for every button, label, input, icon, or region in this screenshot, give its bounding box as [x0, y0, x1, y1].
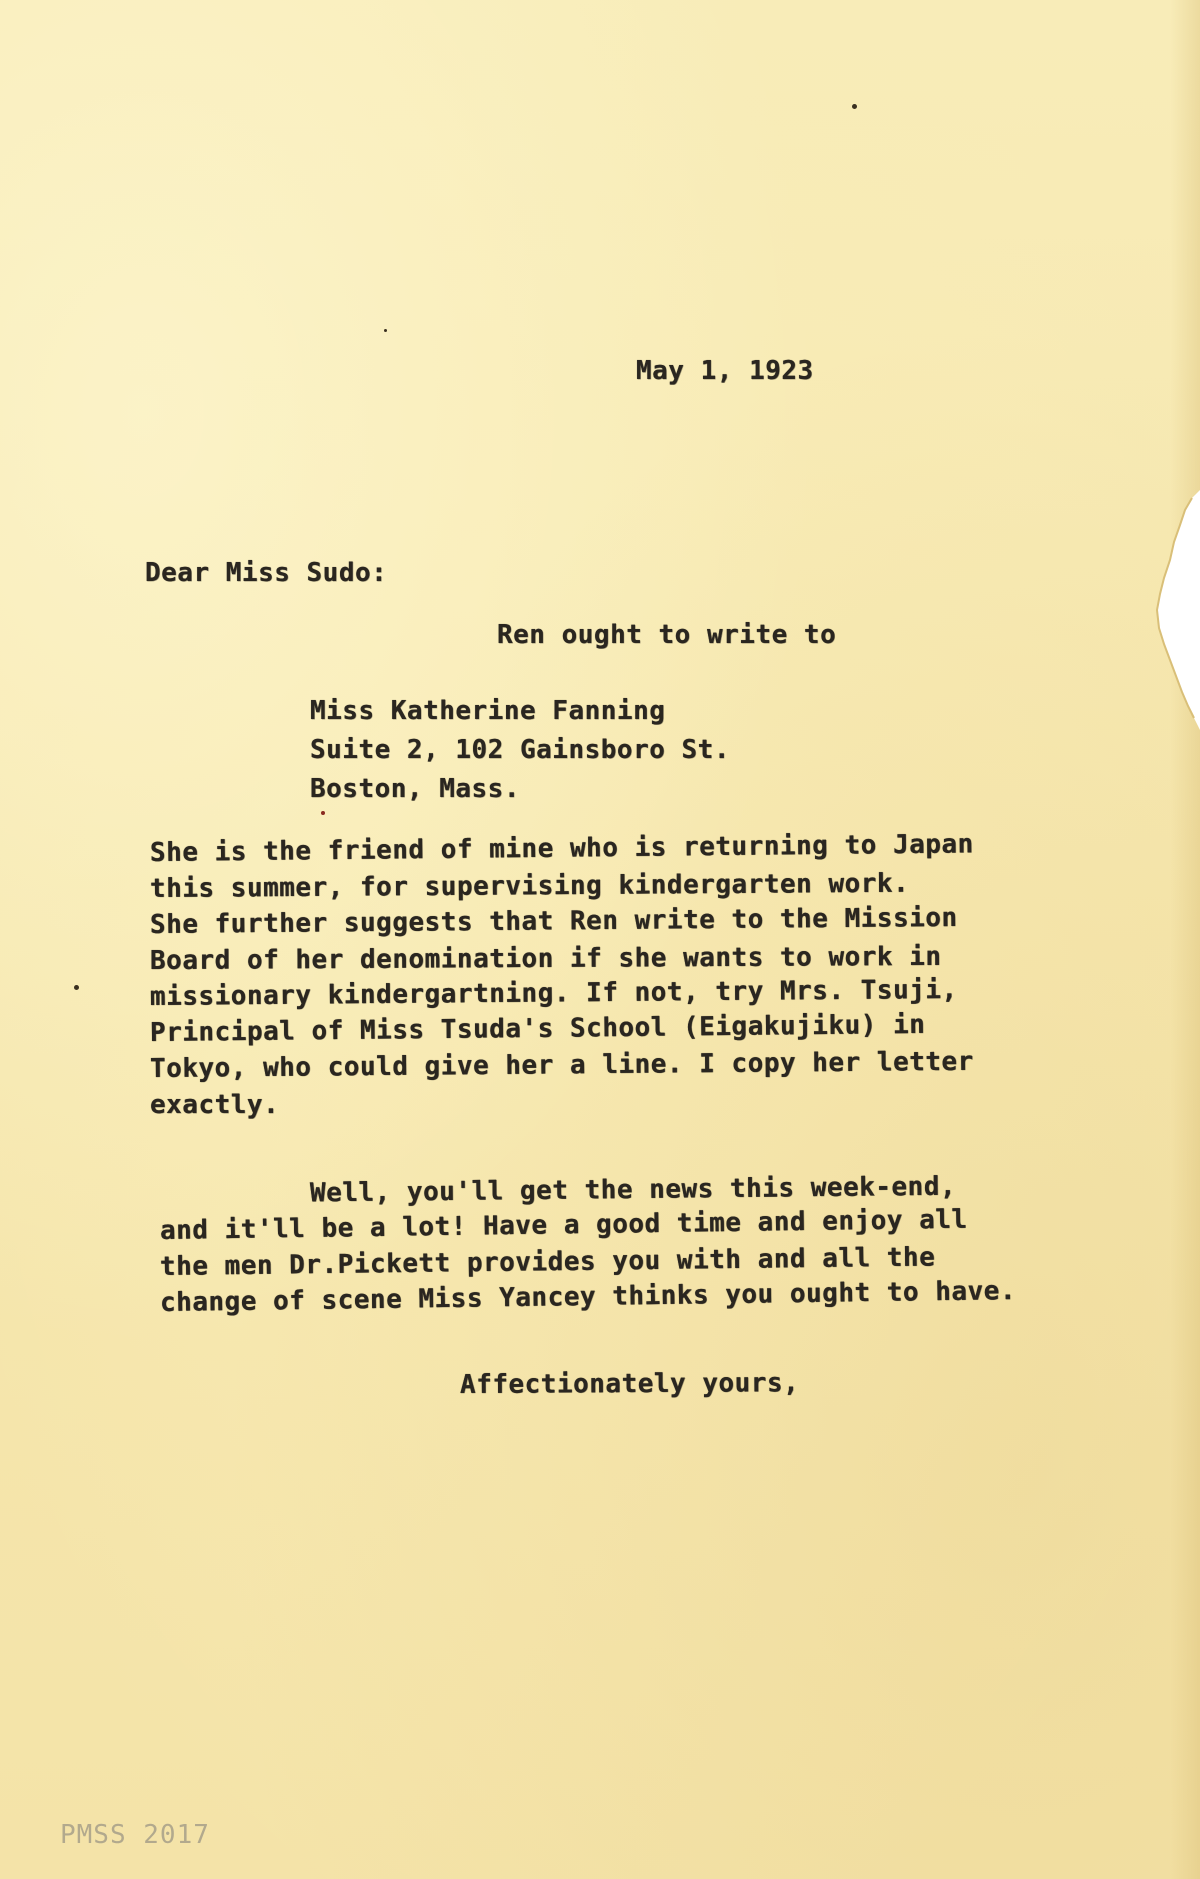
- recipient-address: [310, 696, 730, 813]
- paragraph-line: and it'll be a lot! Have a good time and enjoy all: [159, 1204, 968, 1246]
- salutation: Dear Miss Sudo:: [145, 558, 388, 588]
- torn-edge: [1130, 490, 1200, 730]
- paragraph-line: this summer, for supervising kindergarten work.: [149, 868, 910, 904]
- closing: Affectionately yours,: [459, 1368, 800, 1400]
- paragraph-line: Well, you'll get the news this week-end,: [309, 1171, 957, 1209]
- paragraph-line: Principal of Miss Tsuda's School (Eigakujiku) in: [149, 1009, 926, 1048]
- address-city: Boston, Mass.: [310, 774, 520, 804]
- paper-edge-shading: [1170, 0, 1200, 1879]
- ink-speck: [384, 329, 387, 332]
- address-street: Suite 2, 102 Gainsboro St.: [310, 735, 730, 765]
- body-paragraph-2: [159, 1171, 1160, 1324]
- paragraph-line: She is the friend of mine who is returning to Japan: [149, 829, 974, 868]
- paragraph-line: the men Dr.Pickett provides you with and all the: [159, 1242, 936, 1282]
- address-name: Miss Katherine Fanning: [310, 696, 666, 726]
- archive-watermark: PMSS 2017: [60, 1820, 210, 1850]
- paragraph-line: Tokyo, who could give her a line. I copy her letter: [149, 1046, 974, 1084]
- paragraph-line: Board of her denomination if she wants to work in: [149, 941, 942, 976]
- paragraph-line: missionary kindergartning. If not, try Mrs. Tsuji,: [149, 974, 958, 1012]
- body-paragraph-1: [149, 829, 1150, 1126]
- intro-line: Ren ought to write to: [497, 620, 837, 650]
- paragraph-line: She further suggests that Ren write to the Mission: [149, 902, 958, 940]
- ink-speck: [74, 985, 79, 990]
- paragraph-line: exactly.: [150, 1090, 280, 1120]
- letter-date: May 1, 1923: [636, 356, 814, 386]
- ink-speck: [852, 104, 857, 109]
- paragraph-line: change of scene Miss Yancey thinks you ought to have.: [159, 1276, 1017, 1318]
